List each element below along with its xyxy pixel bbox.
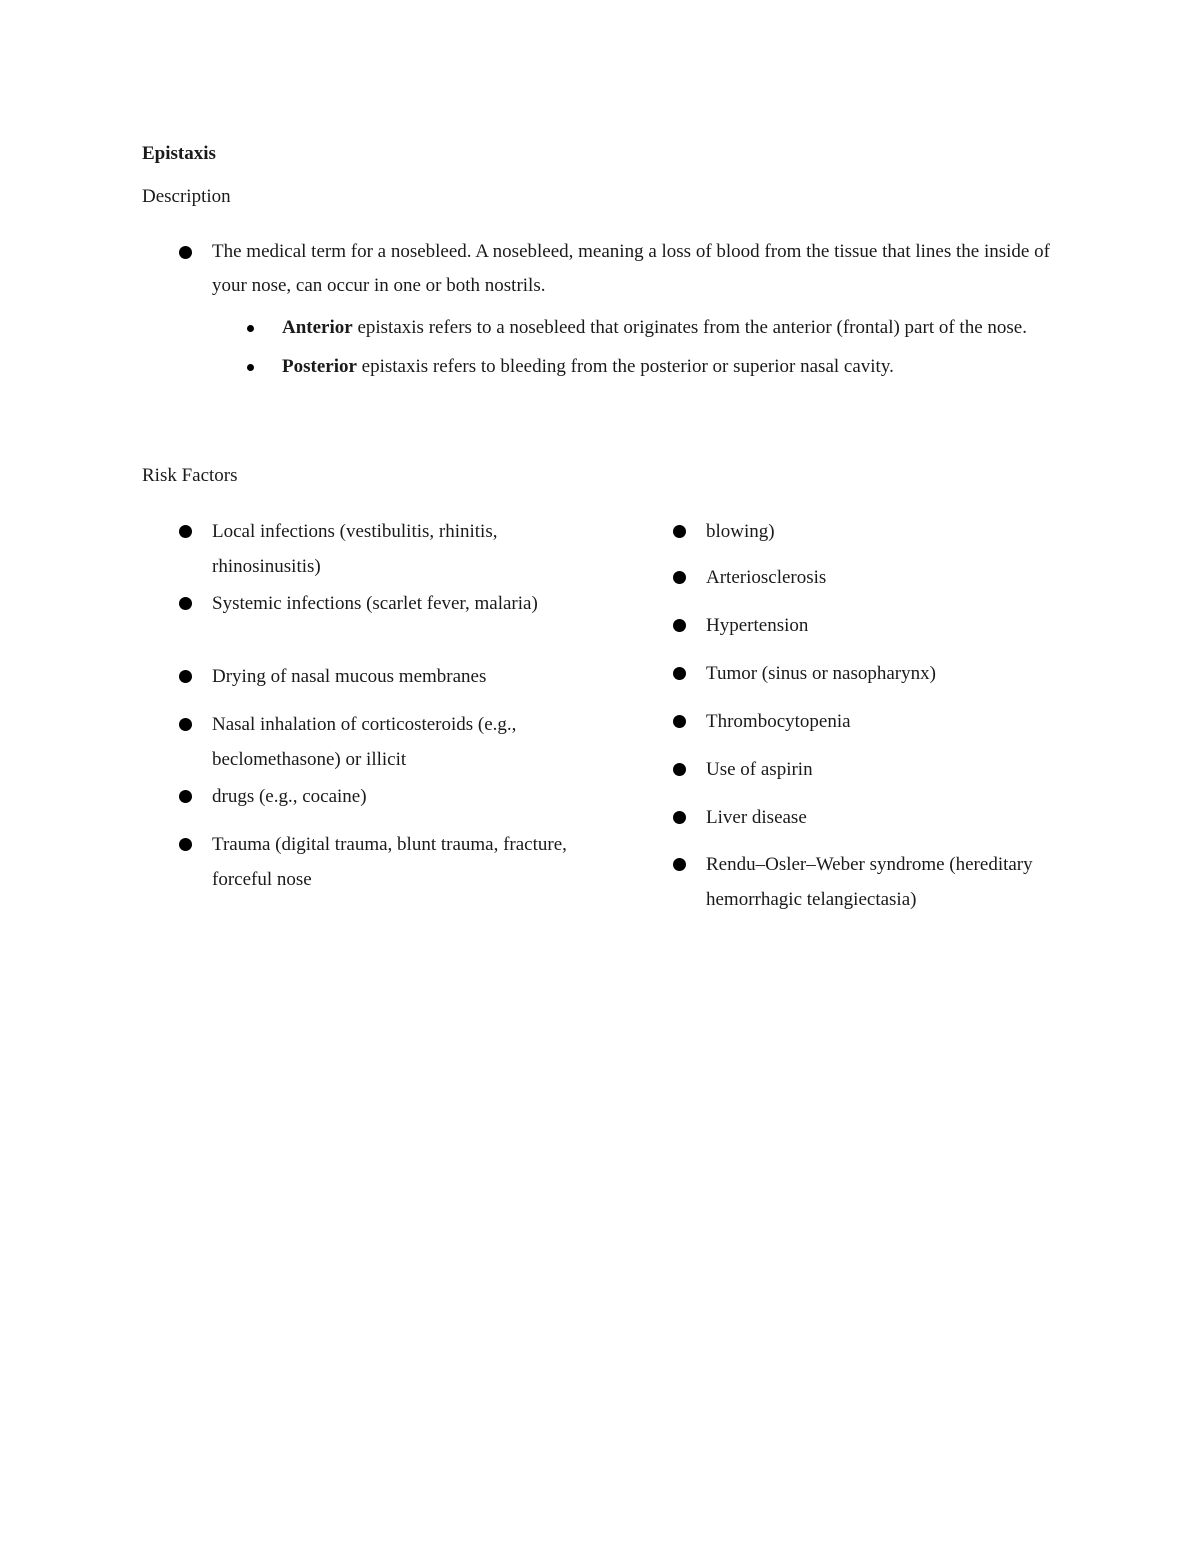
list-item	[670, 608, 1106, 643]
list-item	[670, 704, 1106, 739]
bullet-icon	[673, 667, 686, 680]
risk-factor-text: Hypertension	[706, 615, 809, 636]
risk-factor-text: Use of aspirin	[706, 759, 813, 780]
description-item-text: The medical term for a nosebleed. A nosebleed, meaning a loss of blood from the tissue that lines the inside of your nose, can occur in one or both nostrils.	[212, 241, 1050, 296]
bullet-icon	[179, 718, 192, 731]
bullet-icon	[673, 619, 686, 632]
risk-factor-text: Thrombocytopenia	[706, 711, 851, 732]
risk-factor-text: Trauma (digital trauma, blunt trauma, fracture, forceful nose	[212, 834, 567, 890]
risk-factor-text: Tumor (sinus or nasopharynx)	[706, 663, 936, 684]
risk-factor-text: Arteriosclerosis	[706, 567, 827, 588]
list-item	[670, 560, 1106, 595]
bullet-icon	[673, 571, 686, 584]
sub-item-term: Posterior	[282, 356, 357, 377]
document-title: Epistaxis	[142, 143, 216, 164]
bullet-icon	[247, 364, 254, 371]
bullet-icon	[673, 715, 686, 728]
risk-factor-text: blowing)	[706, 521, 775, 542]
list-item	[670, 514, 1106, 549]
bullet-icon	[673, 763, 686, 776]
list-item	[670, 847, 1106, 917]
list-item	[670, 752, 1106, 787]
list-item	[176, 707, 582, 777]
bullet-icon	[673, 858, 686, 871]
list-item	[176, 514, 572, 584]
list-item	[176, 235, 1056, 303]
sub-item-term: Anterior	[282, 317, 353, 338]
bullet-icon	[179, 246, 192, 259]
bullet-icon	[247, 325, 254, 332]
bullet-icon	[179, 525, 192, 538]
bullet-icon	[179, 597, 192, 610]
sub-item-text: epistaxis refers to bleeding from the posterior or superior nasal cavity.	[356, 356, 894, 377]
risk-factor-text: Local infections (vestibulitis, rhinitis, rhinosinusitis)	[212, 521, 498, 577]
bullet-icon	[179, 790, 192, 803]
risk-factor-text: Rendu–Osler–Weber syndrome (hereditary hemorrhagic telangiectasia)	[706, 854, 1033, 910]
list-item	[245, 354, 1055, 380]
list-item	[176, 779, 612, 814]
risk-factor-text: Liver disease	[706, 807, 807, 828]
list-item	[176, 586, 542, 621]
description-sub-list	[245, 315, 1055, 380]
risk-factor-text: Nasal inhalation of corticosteroids (e.g., beclomethasone) or illicit	[212, 714, 517, 770]
risk-factor-text: drugs (e.g., cocaine)	[212, 786, 367, 807]
description-heading: Description	[142, 186, 231, 207]
bullet-icon	[179, 838, 192, 851]
bullet-icon	[179, 670, 192, 683]
sub-item-text: epistaxis refers to a nosebleed that originates from the anterior (frontal) part of the nose.	[352, 317, 1027, 338]
bullet-icon	[673, 525, 686, 538]
list-item	[176, 659, 612, 694]
list-item	[670, 800, 1106, 835]
list-item	[176, 827, 572, 897]
list-item	[245, 315, 1055, 341]
description-list	[176, 235, 1056, 303]
bullet-icon	[673, 811, 686, 824]
list-item	[670, 656, 1106, 691]
risk-factor-text: Systemic infections (scarlet fever, malaria)	[212, 593, 538, 614]
risk-factors-heading: Risk Factors	[142, 465, 238, 486]
risk-factor-text: Drying of nasal mucous membranes	[212, 666, 487, 687]
